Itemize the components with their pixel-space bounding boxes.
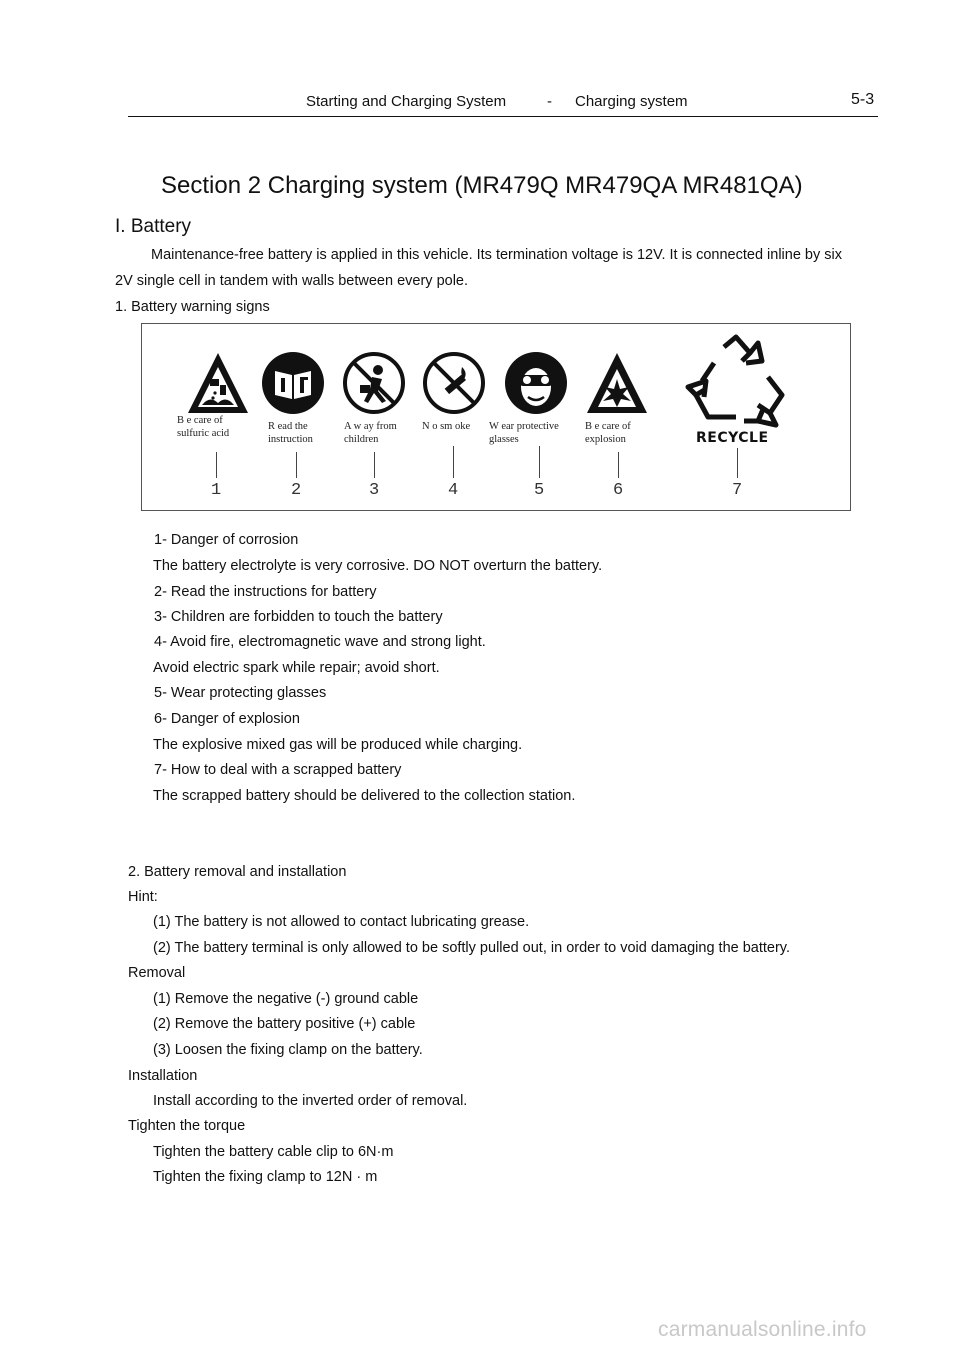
header-chapter: Starting and Charging System [306, 93, 507, 110]
explanation-line: 1- Danger of corrosion [154, 532, 299, 548]
explanation-line: 5- Wear protecting glasses [154, 685, 327, 701]
caption-4: N o sm oke [422, 421, 471, 432]
caption-7: RECYCLE [696, 430, 769, 446]
leader-line-4 [453, 446, 454, 478]
explanation-line: The explosive mixed gas will be produced while charging. [153, 737, 523, 753]
explanation-line: The scrapped battery should be delivered to the collection station. [153, 788, 576, 804]
leader-line-3 [374, 452, 375, 478]
torque-line: Tighten the battery cable clip to 6N·m [153, 1144, 394, 1160]
leader-line-6 [618, 452, 619, 478]
corrosion-icon [186, 351, 250, 415]
leader-line-2 [296, 452, 297, 478]
explanation-line: The battery electrolyte is very corrosive. DO NOT overturn the battery. [153, 558, 603, 574]
installation-text: Install according to the inverted order of removal. [153, 1093, 468, 1109]
battery-intro-line-2: 2V single cell in tandem with walls between every pole. [115, 273, 469, 289]
watermark: carmanualsonline.info [658, 1318, 867, 1341]
removal-heading: 2. Battery removal and installation [128, 864, 347, 880]
removal-step: (3) Loosen the fixing clamp on the battery. [153, 1042, 423, 1058]
caption-6: B e care of explosion [585, 421, 631, 445]
removal-step: (2) Remove the battery positive (+) cable [153, 1016, 416, 1032]
explosion-icon [585, 351, 649, 415]
removal-label: Removal [128, 965, 186, 981]
header-separator: - [547, 93, 552, 110]
hint-item: (1) The battery is not allowed to contact lubricating grease. [153, 914, 530, 930]
torque-label: Tighten the torque [128, 1118, 246, 1134]
sign-number-6: 6 [613, 481, 624, 500]
sign-number-7: 7 [732, 481, 743, 500]
header-section: Charging system [575, 93, 688, 110]
caption-1: B e care of sulfuric acid [177, 415, 230, 439]
torque-line: Tighten the fixing clamp to 12N · m [153, 1169, 378, 1185]
battery-heading: I. Battery [115, 216, 192, 237]
no-smoking-icon [422, 351, 486, 415]
sign-number-4: 4 [448, 481, 459, 500]
explanation-line: 6- Danger of explosion [154, 711, 300, 727]
explanation-line: 7- How to deal with a scrapped battery [154, 762, 402, 778]
caption-3: A w ay from children [344, 421, 397, 445]
explanation-line: Avoid electric spark while repair; avoid short. [153, 660, 440, 676]
hint-label: Hint: [128, 889, 158, 905]
removal-step: (1) Remove the negative (-) ground cable [153, 991, 419, 1007]
goggles-icon [504, 351, 568, 415]
explanation-line: 4- Avoid fire, electromagnetic wave and strong light. [154, 634, 486, 650]
sign-number-3: 3 [369, 481, 380, 500]
leader-line-5 [539, 446, 540, 478]
caption-5: W ear protective glasses [489, 421, 559, 445]
section-title: Section 2 Charging system (MR479Q MR479QA MR481QA) [161, 172, 803, 199]
sign-number-5: 5 [534, 481, 545, 500]
recycle-icon [684, 333, 788, 429]
leader-line-1 [216, 452, 217, 478]
explanation-line: 2- Read the instructions for battery [154, 584, 377, 600]
hint-item: (2) The battery terminal is only allowed to be softly pulled out, in order to void damaging the battery. [153, 940, 791, 956]
no-children-icon [342, 351, 406, 415]
caption-2: R ead the instruction [268, 421, 313, 445]
header-rule [128, 116, 878, 117]
page-number: 5-3 [851, 91, 875, 108]
read-instructions-icon [261, 351, 325, 415]
signs-heading: 1. Battery warning signs [115, 299, 270, 315]
leader-line-7 [737, 448, 738, 478]
sign-number-1: 1 [211, 481, 222, 500]
battery-intro-line-1: Maintenance-free battery is applied in this vehicle. Its termination voltage is 12V. It is connected inline by six [151, 247, 843, 263]
explanation-line: 3- Children are forbidden to touch the battery [154, 609, 443, 625]
sign-number-2: 2 [291, 481, 302, 500]
installation-label: Installation [128, 1068, 198, 1084]
